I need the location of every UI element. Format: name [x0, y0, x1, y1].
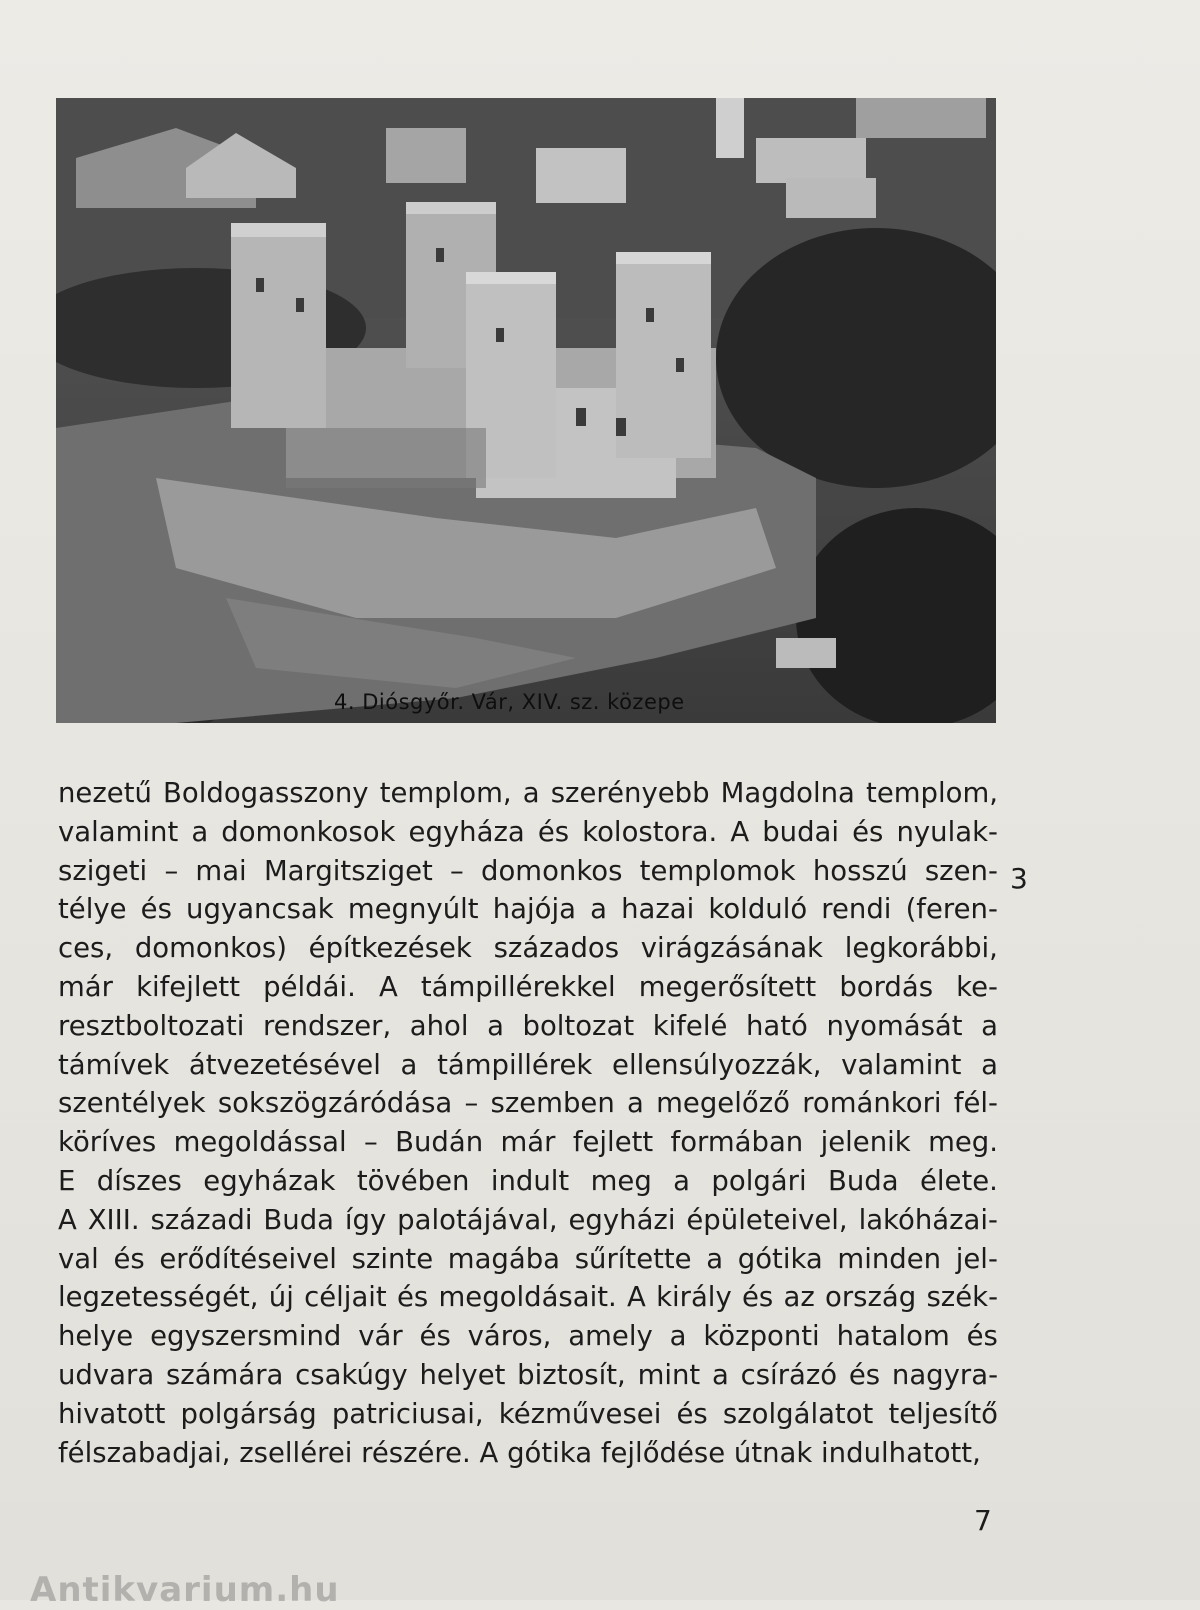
word: rendi [821, 893, 892, 926]
word: patriciusai, [331, 1397, 484, 1430]
word: jel- [955, 1242, 998, 1275]
word: vár [358, 1320, 403, 1353]
word: szigeti [58, 854, 148, 887]
word: példái. [263, 970, 356, 1003]
word: király [656, 1281, 732, 1314]
word: élete. [920, 1164, 998, 1197]
word: hosszú [812, 854, 908, 887]
word: templomok [639, 854, 796, 887]
word: valamint [58, 815, 179, 848]
word: legzetességét, [58, 1281, 259, 1314]
word: átvezetésével [188, 1048, 381, 1081]
text-line [58, 1084, 998, 1123]
word: ugyancsak [186, 893, 334, 926]
word: szék- [926, 1281, 998, 1314]
text-line [58, 1395, 998, 1434]
word: románkori [802, 1087, 942, 1120]
word: nyulak- [896, 815, 998, 848]
word: százados [493, 932, 620, 965]
word: város, [467, 1320, 552, 1353]
word: val [58, 1242, 99, 1275]
text-line [58, 774, 998, 813]
word: bordás [839, 970, 934, 1003]
word: – [164, 854, 179, 887]
castle-photo [56, 98, 996, 723]
word: a [191, 815, 209, 848]
text-line-content: félszabadjai, zsellérei részére. A gótika fejlődése útnak indulhatott, [58, 1436, 981, 1469]
word: és [537, 815, 570, 848]
word: támpillérekkel [420, 970, 616, 1003]
word: ahol [409, 1009, 469, 1042]
word: és [396, 1281, 429, 1314]
word: egyházak [203, 1164, 336, 1197]
word: ces, [58, 932, 114, 965]
word: kézművesei [498, 1397, 662, 1430]
word: és [113, 1242, 145, 1275]
word: – [450, 854, 464, 887]
word: Budán [395, 1126, 484, 1159]
word: nagyra- [891, 1358, 998, 1391]
word: a [706, 1242, 724, 1275]
word: templom, [866, 777, 998, 809]
word: minden [837, 1242, 942, 1275]
margin-note: 3 [1010, 862, 1028, 895]
word: hivatott [58, 1397, 166, 1430]
word: E [58, 1164, 76, 1197]
word: resztboltozati [58, 1009, 245, 1042]
text-line [58, 968, 998, 1007]
text-line [58, 1162, 998, 1201]
word: megoldásait. [438, 1281, 617, 1314]
word: biztosít, [517, 1358, 626, 1391]
word: a [487, 1009, 504, 1042]
word: Magdolna [720, 777, 855, 809]
word: fél- [953, 1087, 998, 1120]
text-line [58, 1434, 998, 1473]
word: domonkos) [134, 932, 287, 965]
word: és [419, 1320, 451, 1353]
word: valamint [841, 1048, 962, 1081]
word: – [364, 1126, 378, 1159]
word: és [966, 1320, 998, 1353]
word: nyomását [826, 1009, 963, 1042]
word: magába [447, 1242, 561, 1275]
word: teljesítő [888, 1397, 998, 1430]
word: domonkos [481, 854, 623, 887]
word: lakóházai- [858, 1203, 998, 1236]
word: A [58, 1203, 77, 1236]
word: kolostora. [582, 815, 718, 848]
word: rendszer, [262, 1009, 392, 1042]
word: egyházi [568, 1203, 676, 1236]
text-line [58, 890, 998, 929]
word: – [464, 1087, 479, 1120]
word: formában [670, 1126, 804, 1159]
word: a [627, 1087, 644, 1120]
figure-caption: 4. Diósgyőr. Vár, XIV. sz. közepe [334, 690, 685, 714]
word: virágzásának [640, 932, 823, 965]
word: nezetű [58, 777, 152, 809]
word: a [981, 1048, 998, 1081]
word: századi [150, 1203, 253, 1236]
word: sokszögzáródása [217, 1087, 453, 1120]
word: hajója [492, 893, 576, 926]
word: Boldogasszony [163, 777, 369, 809]
word: helyet [419, 1358, 506, 1391]
word: szinte [351, 1242, 434, 1275]
word: budai [762, 815, 840, 848]
word: így [344, 1203, 387, 1236]
word: indult [490, 1164, 570, 1197]
word: az [783, 1281, 815, 1314]
text-line [58, 1046, 998, 1085]
text-line [58, 929, 998, 968]
word: már [500, 1126, 556, 1159]
text-line [58, 813, 998, 852]
word: szolgálatot [722, 1397, 874, 1430]
word: Buda [828, 1164, 899, 1197]
word: palotájával, [397, 1203, 558, 1236]
text-line [58, 1201, 998, 1240]
word: céljait [304, 1281, 387, 1314]
word: tövében [356, 1164, 470, 1197]
word: legkorábbi, [844, 932, 998, 965]
word: támpillérek [437, 1048, 593, 1081]
word: ellensúlyozzák, [612, 1048, 822, 1081]
word: a [400, 1048, 418, 1081]
word: díszes [96, 1164, 182, 1197]
word: szen- [924, 854, 998, 887]
word: a [522, 777, 540, 809]
text-line [58, 1278, 998, 1317]
word: megerősített [638, 970, 817, 1003]
word: támívek [58, 1048, 170, 1081]
word: és [676, 1397, 708, 1430]
body-text [58, 774, 998, 1472]
word: A [627, 1281, 646, 1314]
word: polgárság [180, 1397, 317, 1430]
word: kifelé [652, 1009, 728, 1042]
word: (feren- [905, 893, 998, 926]
word: és [852, 815, 884, 848]
word: fejlett [572, 1126, 654, 1159]
word: a [711, 1358, 729, 1391]
word: a [669, 1320, 687, 1353]
text-line [58, 1240, 998, 1279]
text-line [58, 1007, 998, 1046]
word: meg. [928, 1126, 998, 1159]
page-number: 7 [974, 1504, 992, 1537]
word: ország [825, 1281, 917, 1314]
word: télye [58, 893, 127, 926]
word: templom, [379, 777, 512, 809]
word: szerényebb [550, 777, 710, 809]
word: ke- [956, 970, 998, 1003]
word: már [58, 970, 113, 1003]
word: a [590, 893, 607, 926]
word: a [981, 1009, 998, 1042]
word: gótika [737, 1242, 823, 1275]
word: helye [58, 1320, 134, 1353]
word: sűrítette [574, 1242, 692, 1275]
word: megelőző [656, 1087, 790, 1120]
word: köríves [58, 1126, 157, 1159]
word: amely [568, 1320, 653, 1353]
word: A [378, 970, 398, 1003]
word: domonkosok [221, 815, 396, 848]
word: szemben [490, 1087, 615, 1120]
castle-photo-icon [56, 98, 996, 723]
word: számára [165, 1358, 284, 1391]
word: A [730, 815, 750, 848]
word: a [673, 1164, 691, 1197]
word: építkezések [308, 932, 472, 965]
word: udvara [58, 1358, 155, 1391]
word: kolduló [708, 893, 808, 926]
word: hazai [621, 893, 695, 926]
word: egyháza [408, 815, 525, 848]
word: mai [195, 854, 247, 887]
word: központi [703, 1320, 820, 1353]
word: XIII. [87, 1203, 140, 1236]
word: megnyúlt [347, 893, 479, 926]
word: egyszersmind [150, 1320, 342, 1353]
word: kifejlett [136, 970, 240, 1003]
word: jelenik [820, 1126, 911, 1159]
text-line [58, 1317, 998, 1356]
text-line [58, 1356, 998, 1395]
word: szentélyek [58, 1087, 206, 1120]
word: ható [745, 1009, 808, 1042]
word: boltozat [522, 1009, 635, 1042]
word: erődítéseivel [159, 1242, 337, 1275]
watermark: Antikvarium.hu [30, 1570, 340, 1610]
word: és [140, 893, 172, 926]
word: Buda [263, 1203, 335, 1236]
word: megoldással [173, 1126, 347, 1159]
word: polgári [711, 1164, 807, 1197]
word: hatalom [836, 1320, 950, 1353]
word: meg [590, 1164, 652, 1197]
word: és [741, 1281, 774, 1314]
text-line [58, 852, 998, 891]
word: csírázó [740, 1358, 838, 1391]
word: új [268, 1281, 294, 1314]
word: épületeivel, [686, 1203, 848, 1236]
word: és [848, 1358, 881, 1391]
text-line [58, 1123, 998, 1162]
word: Margitsziget [263, 854, 433, 887]
word: mint [637, 1358, 701, 1391]
word: csakúgy [295, 1358, 408, 1391]
